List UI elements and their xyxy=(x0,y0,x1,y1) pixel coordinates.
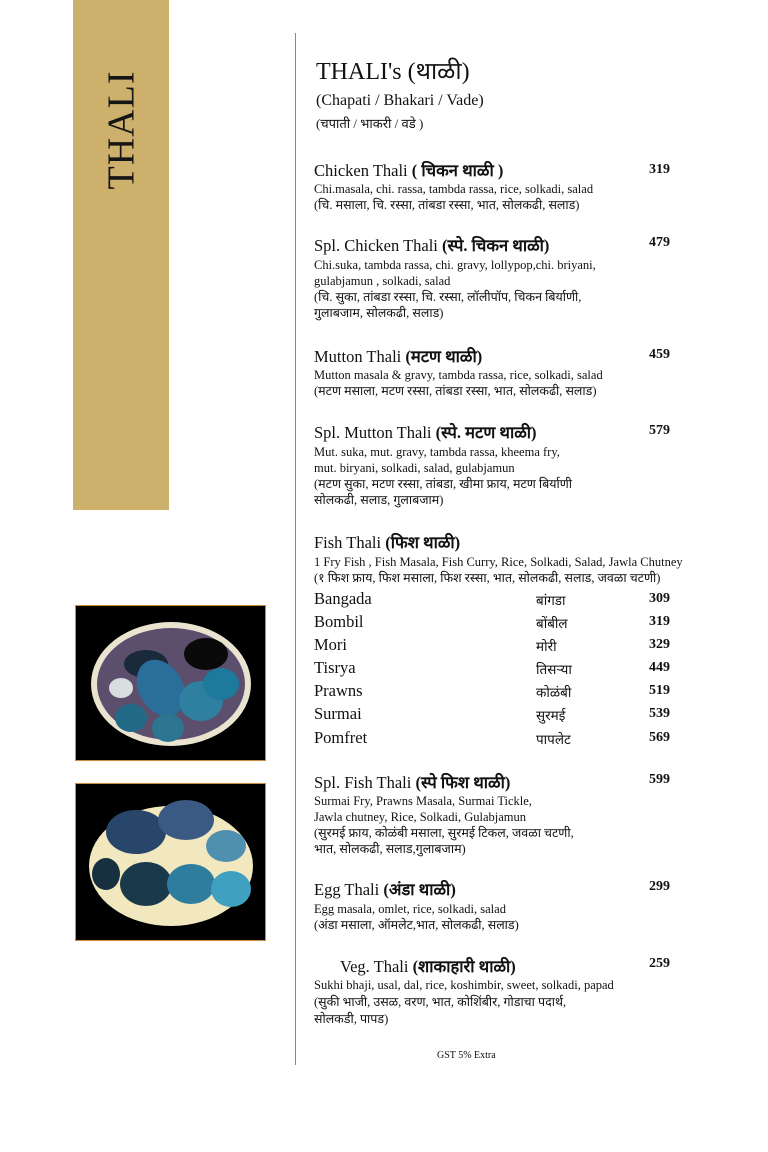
menu-item-chicken-thali xyxy=(314,158,503,181)
fish-name-marathi: पापलेट xyxy=(536,732,571,747)
divider-line xyxy=(295,33,296,1065)
item-name-marathi: (फिश थाळी) xyxy=(385,533,461,552)
fish-name: Tisrya xyxy=(314,658,356,677)
desc-line: गुलाबजाम, सोलकढी, सलाड) xyxy=(314,306,444,320)
fish-price: 319 xyxy=(649,614,670,629)
thali-photo-1-image xyxy=(76,606,265,760)
fish-name-marathi: कोळंबी xyxy=(536,685,572,700)
item-name: Fish Thali xyxy=(314,533,382,552)
item-description xyxy=(314,444,572,508)
desc-line: Jawla chutney, Rice, Solkadi, Gulabjamun xyxy=(314,810,526,824)
desc-line: Chi.masala, chi. rassa, tambda rassa, rice, solkadi, salad xyxy=(314,182,594,196)
desc-line: Egg masala, omlet, rice, solkadi, salad xyxy=(314,902,506,916)
item-name-marathi: (स्पे. मटण थाळी) xyxy=(435,423,537,442)
fish-name: Surmai xyxy=(314,704,362,723)
fish-name: Bombil xyxy=(314,612,364,631)
fish-price: 569 xyxy=(649,730,670,745)
item-name: Spl. Mutton Thali xyxy=(314,423,432,442)
menu-item-spl-fish-thali xyxy=(314,770,510,793)
item-description xyxy=(314,793,574,857)
side-label-text: THALI xyxy=(100,70,142,190)
page-subtitle: (Chapati / Bhakari / Vade) xyxy=(316,92,484,109)
item-name: Spl. Chicken Thali xyxy=(314,236,438,255)
desc-line: gulabjamun , solkadi, salad xyxy=(314,274,451,288)
desc-line: Mutton masala & gravy, tambda rassa, rice, solkadi, salad xyxy=(314,368,603,382)
desc-line: (१ फिश फ्राय, फिश मसाला, फिश रस्सा, भात, सोलकढी, सलाड, जवळा चटणी) xyxy=(314,571,661,585)
thali-photo-2-image xyxy=(76,784,265,940)
desc-line: (सुरमई फ्राय, कोळंबी मसाला, सुरमई टिकल, जवळा चटणी, xyxy=(314,826,574,840)
page-subtitle-marathi: (चपाती / भाकरी / वडे ) xyxy=(316,116,424,131)
fish-name-marathi: सुरमई xyxy=(536,708,566,723)
fish-name: Pomfret xyxy=(314,728,368,747)
item-name: Mutton Thali xyxy=(314,347,402,366)
menu-item-spl-mutton-thali xyxy=(314,420,537,443)
item-description xyxy=(314,554,683,586)
fish-name-marathi: बोंबील xyxy=(536,616,568,631)
desc-line: सोलकढी, सलाड, गुलाबजाम) xyxy=(314,493,444,507)
item-price: 259 xyxy=(649,956,670,971)
menu-item-veg-thali xyxy=(340,954,516,977)
item-description xyxy=(314,901,519,933)
desc-line: Surmai Fry, Prawns Masala, Surmai Tickle, xyxy=(314,794,532,808)
item-description xyxy=(314,977,614,1027)
fish-list-item xyxy=(314,728,674,750)
desc-line: Mut. suka, mut. gravy, tambda rassa, kheema fry, xyxy=(314,445,560,459)
menu-item-spl-chicken-thali xyxy=(314,233,549,256)
item-description xyxy=(314,367,603,399)
item-name-marathi: (शाकाहारी थाळी) xyxy=(412,957,516,976)
side-label xyxy=(73,0,169,510)
thali-photo-1 xyxy=(75,605,266,761)
desc-line: Chi.suka, tambda rassa, chi. gravy, lollypop,chi. briyani, xyxy=(314,258,596,272)
menu-item-mutton-thali xyxy=(314,344,482,367)
fish-list-item xyxy=(314,681,674,703)
desc-line: mut. biryani, solkadi, salad, gulabjamun xyxy=(314,461,515,475)
item-name-marathi: (स्पे. चिकन थाळी) xyxy=(442,236,550,255)
item-price: 299 xyxy=(649,879,670,894)
gst-note: GST 5% Extra xyxy=(437,1050,496,1061)
item-name-marathi: (मटण थाळी) xyxy=(405,347,483,366)
fish-name: Mori xyxy=(314,635,347,654)
fish-list-item xyxy=(314,704,674,726)
fish-list-item xyxy=(314,658,674,680)
fish-name: Bangada xyxy=(314,589,372,608)
fish-name-marathi: बांगडा xyxy=(536,593,566,608)
item-description xyxy=(314,181,593,213)
fish-price: 519 xyxy=(649,683,670,698)
item-name-marathi: ( चिकन थाळी ) xyxy=(411,161,504,180)
fish-price: 309 xyxy=(649,591,670,606)
item-description xyxy=(314,257,596,321)
item-price: 479 xyxy=(649,235,670,250)
item-price: 579 xyxy=(649,423,670,438)
fish-price: 449 xyxy=(649,660,670,675)
item-name: Chicken Thali xyxy=(314,161,408,180)
item-price: 319 xyxy=(649,162,670,177)
menu-item-egg-thali xyxy=(314,877,456,900)
fish-name-marathi: तिसऱ्या xyxy=(536,662,572,677)
desc-line: (अंडा मसाला, ऑमलेट,भात, सोलकढी, सलाड) xyxy=(314,918,519,932)
item-name-marathi: (स्पे फिश थाळी) xyxy=(415,773,511,792)
page-title: THALI's (थाळी) xyxy=(316,59,470,85)
desc-line: भात, सोलकढी, सलाड,गुलाबजाम) xyxy=(314,842,466,856)
desc-line: (मटण सुका, मटण रस्सा, तांबडा, खीमा फ्राय, मटण बिर्याणी xyxy=(314,477,573,491)
fish-list-item xyxy=(314,635,674,657)
fish-price: 539 xyxy=(649,706,670,721)
desc-line: 1 Fry Fish , Fish Masala, Fish Curry, Rice, Solkadi, Salad, Jawla Chutney xyxy=(314,555,683,569)
fish-name-marathi: मोरी xyxy=(536,639,557,654)
desc-line: सोलकडी, पापड) xyxy=(314,1012,389,1026)
desc-line: (मटण मसाला, मटण रस्सा, तांबडा रस्सा, भात, सोलकढी, सलाड) xyxy=(314,384,597,398)
fish-list-item xyxy=(314,589,674,611)
fish-price: 329 xyxy=(649,637,670,652)
thali-photo-2 xyxy=(75,783,266,941)
item-price: 459 xyxy=(649,347,670,362)
desc-line: (चि. सुका, तांबडा रस्सा, चि. रस्सा, लॉलीपॉप, चिकन बिर्याणी, xyxy=(314,290,582,304)
fish-list-item xyxy=(314,612,674,634)
item-name: Spl. Fish Thali xyxy=(314,773,412,792)
item-name-marathi: (अंडा थाळी) xyxy=(383,880,456,899)
desc-line: (सुकी भाजी, उसळ, वरण, भात, कोशिंबीर, गोडाचा पदार्थ, xyxy=(314,995,567,1009)
desc-line: (चि. मसाला, चि. रस्सा, तांबडा रस्सा, भात, सोलकढी, सलाड) xyxy=(314,198,580,212)
menu-item-fish-thali xyxy=(314,530,460,553)
item-price: 599 xyxy=(649,772,670,787)
item-name: Veg. Thali xyxy=(340,957,409,976)
desc-line: Sukhi bhaji, usal, dal, rice, koshimbir, sweet, solkadi, papad xyxy=(314,978,614,992)
item-name: Egg Thali xyxy=(314,880,380,899)
fish-name: Prawns xyxy=(314,681,363,700)
